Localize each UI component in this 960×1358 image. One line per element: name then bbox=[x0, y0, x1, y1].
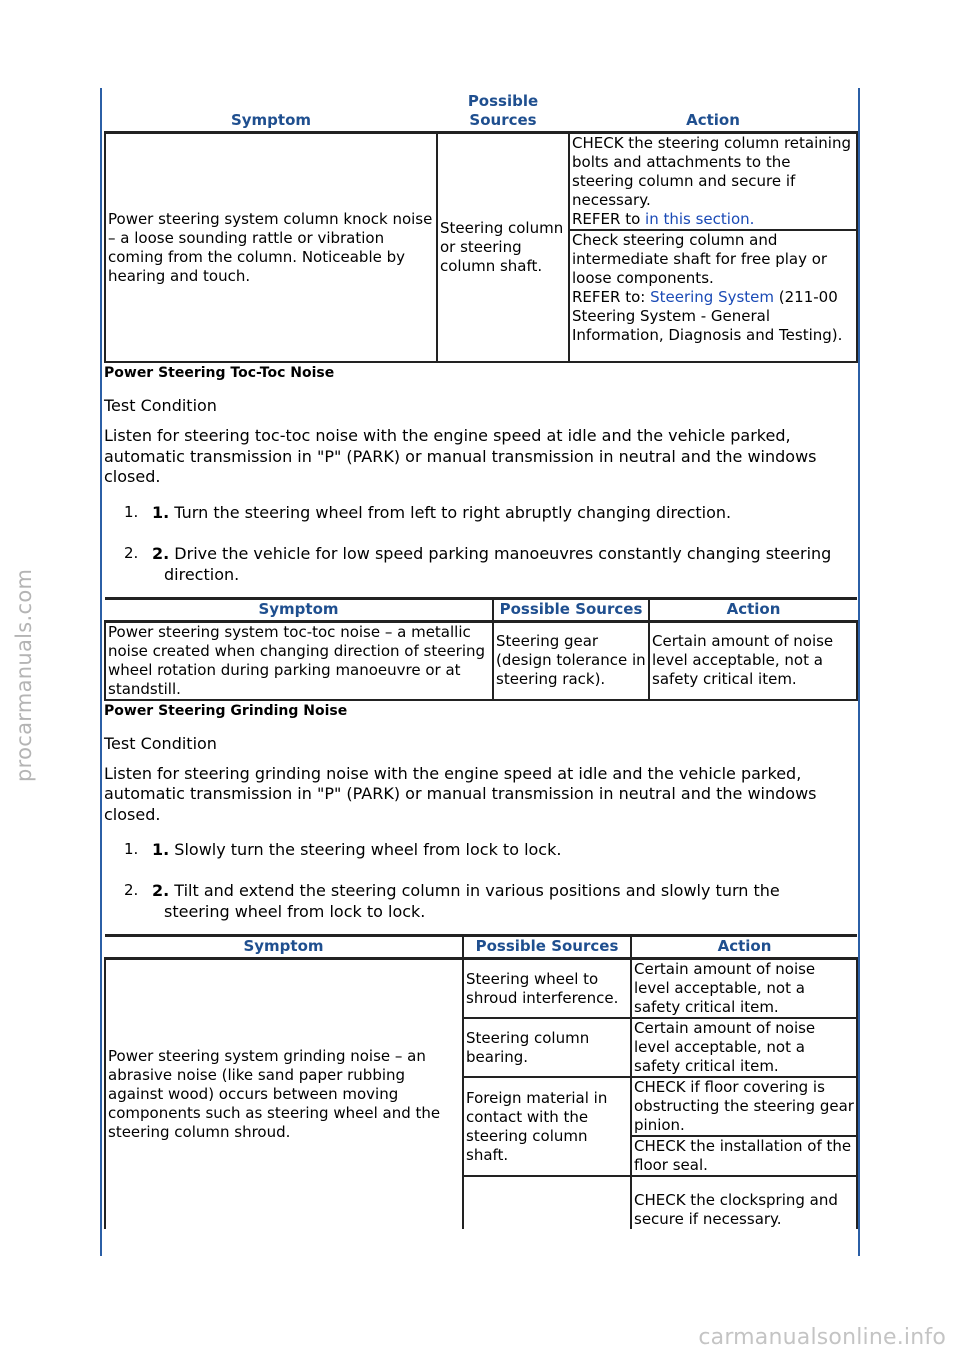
action-cell: Certain amount of noise level acceptable, not a safety critical item. bbox=[649, 621, 857, 700]
action-cell bbox=[569, 133, 857, 231]
header-action: Action bbox=[649, 598, 857, 621]
action-cell: CHECK if floor covering is obstructing the steering gear pinion. bbox=[631, 1077, 857, 1136]
source-cell: Steering gear (design tolerance in steering rack). bbox=[493, 621, 649, 700]
reference-tail: (211-00 Steering System - General Information, Diagnosis and Testing). bbox=[572, 288, 843, 344]
symptom-cell: Power steering system grinding noise – an abrasive noise (like sand paper rubbing against wood) occurs between moving components such as steering wheel and the steering column shroud. bbox=[105, 959, 463, 1230]
list-item bbox=[104, 839, 856, 860]
action-cell: Certain amount of noise level acceptable, not a safety critical item. bbox=[631, 959, 857, 1019]
source-cell: Steering wheel to shroud interference. bbox=[463, 959, 631, 1019]
step-bold-number: 1. bbox=[152, 502, 170, 522]
source-cell: Steering column or steering column shaft. bbox=[437, 133, 569, 363]
header-possible-sources: Possible Sources bbox=[437, 92, 569, 133]
test-condition-paragraph: Listen for steering grinding noise with the engine speed at idle and the vehicle parked, automatic transmission in "P" (PARK) or manual transmission in neutral and the windows closed. bbox=[104, 763, 817, 824]
side-watermark: procarmanuals.com bbox=[12, 568, 36, 782]
header-symptom: Symptom bbox=[105, 598, 493, 621]
test-condition-title: Test Condition bbox=[104, 396, 217, 415]
source-cell: Steering column bearing. bbox=[463, 1018, 631, 1077]
test-steps-list bbox=[104, 839, 856, 922]
section-heading: Power Steering Grinding Noise bbox=[104, 702, 348, 719]
step-continuation: steering wheel from lock to lock. bbox=[164, 902, 426, 921]
steering-system-link[interactable]: Steering System bbox=[650, 288, 775, 306]
action-cell bbox=[569, 230, 857, 362]
action-text: Check steering column and intermediate shaft for free play or loose components. bbox=[572, 231, 828, 287]
step-number: 2. bbox=[124, 881, 139, 899]
step-number: 2. bbox=[124, 543, 139, 562]
step-continuation: direction. bbox=[164, 564, 240, 584]
action-cell: CHECK the installation of the floor seal. bbox=[631, 1136, 857, 1176]
header-possible-sources: Possible Sources bbox=[493, 598, 649, 621]
refer-label: REFER to bbox=[572, 210, 646, 228]
step-number: 1. bbox=[124, 840, 139, 858]
step-bold-number: 2. bbox=[152, 881, 170, 900]
action-cell: Certain amount of noise level acceptable, not a safety critical item. bbox=[631, 1018, 857, 1077]
right-page-border bbox=[858, 88, 860, 1256]
header-possible-sources: Possible Sources bbox=[463, 936, 631, 959]
test-condition-title: Test Condition bbox=[104, 733, 217, 753]
list-item bbox=[104, 543, 856, 585]
step-number: 1. bbox=[124, 502, 139, 521]
list-item bbox=[104, 502, 856, 523]
list-item bbox=[104, 880, 856, 922]
action-cell: CHECK the clockspring and secure if necessary. bbox=[631, 1176, 857, 1229]
header-symptom: Symptom bbox=[105, 936, 463, 959]
source-cell: Foreign material in contact with the steering column shaft. bbox=[463, 1077, 631, 1176]
in-this-section-link[interactable]: in this section. bbox=[645, 210, 755, 228]
section-heading: Power Steering Toc-Toc Noise bbox=[104, 365, 335, 381]
step-text: Slowly turn the steering wheel from lock to lock. bbox=[169, 840, 562, 859]
bottom-watermark: carmanualsonline.info bbox=[698, 1325, 946, 1350]
symptom-cell: Power steering system column knock noise – a loose sounding rattle or vibration coming from the column. Noticeable by hearing and touch. bbox=[105, 133, 437, 363]
test-condition-paragraph: Listen for steering toc-toc noise with the engine speed at idle and the vehicle parked, automatic transmission in "P" (PARK) or manual transmission in neutral and the windows closed. bbox=[104, 426, 817, 486]
step-text: Tilt and extend the steering column in various positions and slowly turn the bbox=[169, 881, 780, 900]
refer-label: REFER to: bbox=[572, 288, 651, 306]
step-bold-number: 1. bbox=[152, 840, 170, 859]
step-text: Drive the vehicle for low speed parking manoeuvres constantly changing steering bbox=[169, 543, 832, 563]
header-symptom: Symptom bbox=[105, 92, 437, 133]
step-bold-number: 2. bbox=[152, 543, 170, 563]
symptom-cell: Power steering system toc-toc noise – a metallic noise created when changing direction of steering wheel rotation during parking manoeuvre or at standstill. bbox=[105, 621, 493, 700]
action-text: CHECK the steering column retaining bolts and attachments to the steering column and secure if necessary. bbox=[572, 134, 851, 209]
grinding-noise-table bbox=[104, 934, 858, 1229]
column-knock-table bbox=[104, 92, 858, 363]
toc-toc-table bbox=[104, 597, 858, 701]
test-steps-list bbox=[104, 502, 856, 585]
step-text: Turn the steering wheel from left to right abruptly changing direction. bbox=[169, 502, 732, 522]
left-page-border bbox=[100, 88, 102, 1256]
source-cell bbox=[463, 1176, 631, 1229]
header-action: Action bbox=[631, 936, 857, 959]
header-action: Action bbox=[569, 92, 857, 133]
document-body bbox=[104, 92, 856, 1229]
